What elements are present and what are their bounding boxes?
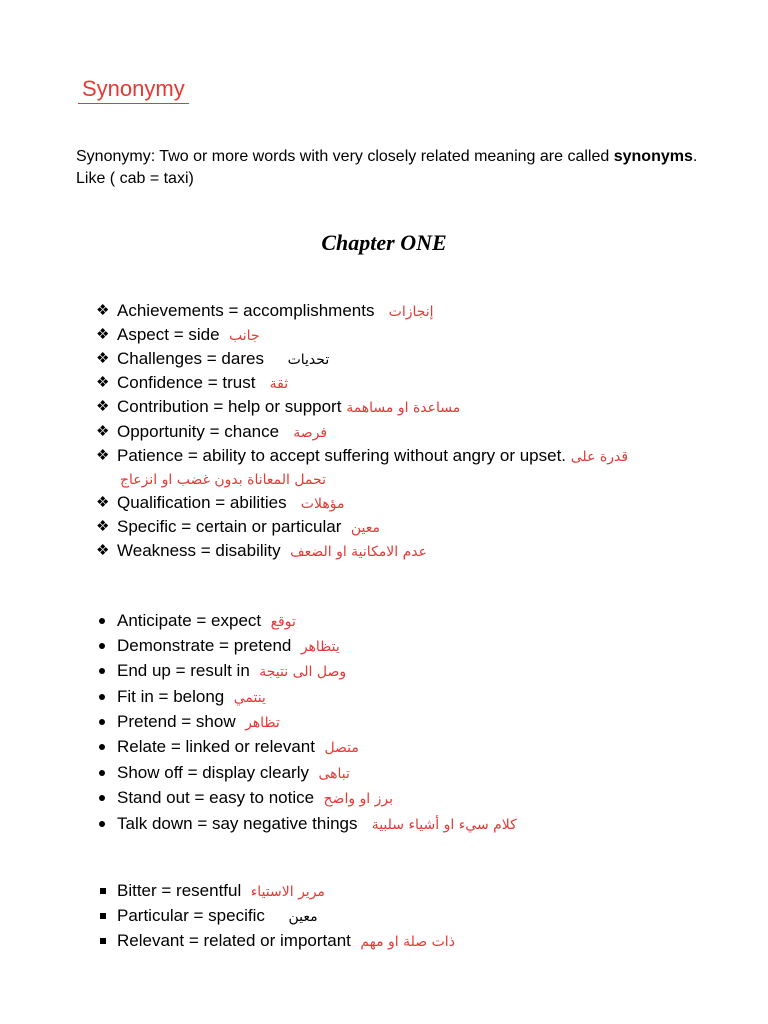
arabic-translation: ثقة — [269, 376, 289, 392]
square-bullet-icon — [100, 913, 106, 919]
term-text: Pretend = show — [117, 712, 236, 731]
diamond-bullet-icon: ❖ — [96, 374, 110, 391]
intro-prefix: Synonymy: Two or more words with very closely related meaning are called — [76, 148, 610, 165]
term-text: End up = result in — [117, 661, 250, 680]
arabic-translation: مساعدة او مساهمة — [346, 400, 461, 416]
term-text: Challenges = dares — [117, 349, 264, 368]
arabic-translation-continued: تحمل المعاناة بدون غضب او انزعاج — [120, 472, 326, 488]
diamond-bullet-icon: ❖ — [96, 398, 110, 415]
diamond-bullet-icon: ❖ — [96, 542, 110, 559]
term-text: Relevant = related or important — [117, 931, 351, 950]
term-text: Talk down = say negative things — [117, 814, 358, 833]
arabic-translation: مؤهلات — [300, 496, 345, 512]
arabic-translation: معين — [350, 520, 380, 536]
arabic-translation: فرصة — [293, 425, 328, 441]
arabic-translation: ينتمي — [233, 690, 266, 706]
arabic-translation: مرير الاستياء — [250, 884, 325, 900]
bullet-dot-icon — [99, 668, 105, 674]
diamond-bullet-icon: ❖ — [96, 518, 110, 535]
arabic-translation: عدم الامكانية او الضعف — [290, 544, 427, 560]
bullet-dot-icon — [99, 770, 105, 776]
term-text: Contribution = help or support — [117, 397, 342, 416]
arabic-translation: تحديات — [287, 352, 330, 368]
term-text: Confidence = trust — [117, 373, 256, 392]
arabic-translation: جانب — [228, 328, 260, 344]
term-text: Achievements = accomplishments — [117, 301, 375, 320]
term-text: Weakness = disability — [117, 541, 281, 560]
term-text: Opportunity = chance — [117, 422, 280, 441]
arabic-translation: برز او واضح — [323, 791, 394, 807]
term-text: Fit in = belong — [117, 687, 225, 706]
bullet-dot-icon — [99, 643, 105, 649]
bullet-dot-icon — [99, 821, 105, 827]
chapter-title: Chapter ONE — [321, 230, 447, 255]
diamond-bullet-icon: ❖ — [96, 350, 110, 367]
arabic-translation: إنجازات — [388, 304, 434, 320]
term-text: Demonstrate = pretend — [117, 636, 292, 655]
arabic-translation: كلام سيء او أشياء سلبية — [371, 817, 517, 833]
arabic-translation: تظاهر — [245, 715, 280, 731]
intro-paragraph — [76, 146, 716, 190]
square-bullet-icon — [100, 888, 106, 894]
diamond-bullet-icon: ❖ — [96, 494, 110, 511]
arabic-translation: توقع — [270, 614, 296, 630]
arabic-translation: يتظاهر — [300, 639, 340, 655]
term-text: Bitter = resentful — [117, 881, 242, 900]
diamond-bullet-icon: ❖ — [96, 447, 110, 464]
intro-bold-term: synonyms — [613, 148, 693, 165]
term-text: Aspect = side — [117, 325, 220, 344]
bullet-dot-icon — [99, 719, 105, 725]
bullet-dot-icon — [99, 795, 105, 801]
arabic-translation: تباهى — [318, 766, 350, 782]
term-text: Patience = ability to accept suffering without angry or upset. — [117, 446, 567, 465]
bullet-dot-icon — [99, 618, 105, 624]
term-text: Anticipate = expect — [117, 611, 262, 630]
intro-suffix: . Like ( cab = taxi) — [76, 148, 698, 187]
term-text: Qualification = abilities — [117, 493, 287, 512]
term-text: Stand out = easy to notice — [117, 788, 315, 807]
arabic-translation: قدرة على — [570, 449, 629, 465]
diamond-bullet-icon: ❖ — [96, 326, 110, 343]
bullet-dot-icon — [99, 694, 105, 700]
diamond-bullet-icon: ❖ — [96, 423, 110, 440]
term-text: Show off = display clearly — [117, 763, 309, 782]
arabic-translation: ذات صلة او مهم — [360, 934, 455, 950]
bullet-dot-icon — [99, 744, 105, 750]
arabic-translation: متصل — [324, 740, 359, 756]
page-heading: Synonymy — [78, 76, 189, 104]
term-text: Specific = certain or particular — [117, 517, 342, 536]
square-bullet-icon — [100, 938, 106, 944]
arabic-translation: وصل الى نتيجة — [259, 664, 347, 680]
term-text: Particular = specific — [117, 906, 265, 925]
diamond-bullet-icon: ❖ — [96, 302, 110, 319]
arabic-translation: معين — [288, 909, 318, 925]
term-text: Relate = linked or relevant — [117, 737, 315, 756]
